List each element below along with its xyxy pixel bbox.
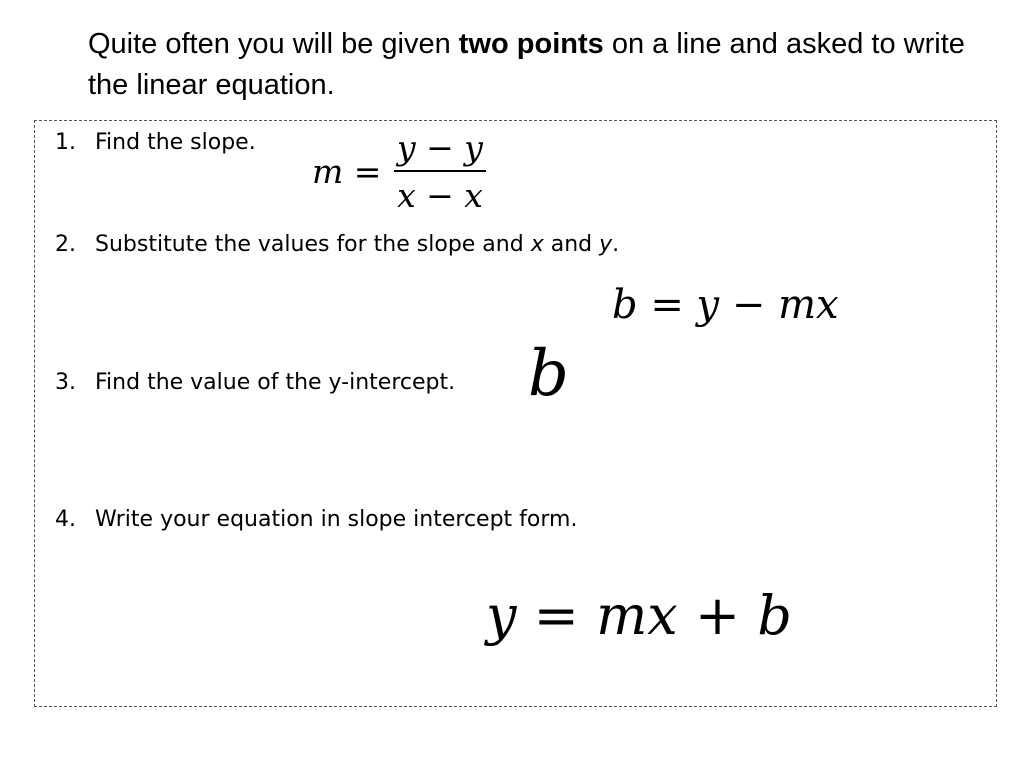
slope-lhs: m = (312, 152, 382, 191)
step-text-middle: and (543, 232, 600, 257)
variable-y: y (599, 232, 613, 257)
slope-denominator: x − x (397, 176, 483, 215)
variable-x: x (530, 232, 544, 257)
intro-bold: two points (458, 28, 604, 60)
step-1 (55, 130, 256, 156)
step-text: Write your equation in slope intercept form. (95, 507, 578, 532)
intro-before: Quite often you will be given (88, 28, 459, 60)
step-text: Find the slope. (95, 130, 256, 155)
step-2 (55, 232, 619, 258)
intercept-formula: b = y − mx (612, 282, 839, 328)
fraction-bar (394, 170, 486, 172)
step-text-before: Substitute the values for the slope and (95, 232, 531, 257)
slope-fraction (394, 130, 486, 214)
step-text-after: . (612, 232, 620, 257)
intercept-symbol: b (528, 337, 569, 411)
slope-intercept-formula: y = mx + b (486, 584, 792, 647)
step-number: 3. (55, 370, 76, 395)
slope-numerator: y − y (397, 128, 483, 167)
step-number: 1. (55, 130, 76, 155)
step-number: 2. (55, 232, 76, 257)
intro-text (88, 24, 968, 106)
step-number: 4. (55, 507, 76, 532)
step-text: Find the value of the y-intercept. (95, 370, 456, 395)
step-3 (55, 370, 455, 396)
step-4 (55, 507, 577, 533)
intro-after: on a line and asked to write the linear equation. (88, 28, 965, 101)
